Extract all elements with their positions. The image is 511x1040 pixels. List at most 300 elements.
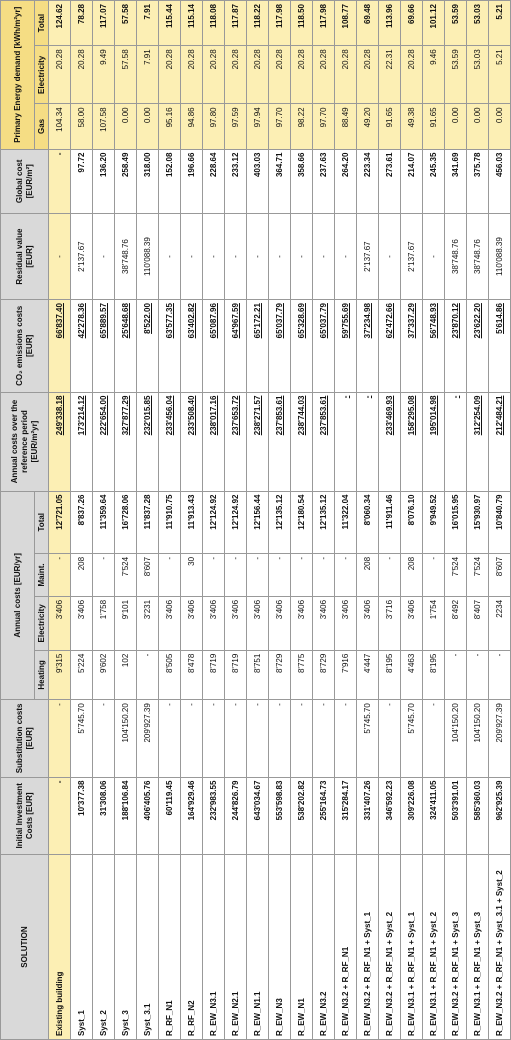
cell-global-cost: 258.49 — [115, 149, 137, 214]
cell-initial-investment: 244'826.79 — [225, 777, 247, 854]
table-row — [71, 1, 93, 1040]
table-row — [115, 1, 137, 1040]
cell-substitution: 104'150.20 — [115, 700, 137, 777]
cell-global-cost: 97.72 — [71, 149, 93, 214]
cell-pe-total: 57.58 — [115, 1, 137, 46]
cell-co2: 65'037.79 — [313, 300, 335, 392]
cell-co2: 65'328.69 — [291, 300, 313, 392]
cell-heating: - — [489, 650, 511, 699]
cell-pe-total: 118.08 — [203, 1, 225, 46]
cell-substitution: - — [203, 700, 225, 777]
cell-annual-ref: 212'484.21 — [489, 392, 511, 491]
cell-pe-electricity: 20.28 — [401, 46, 423, 104]
cell-solution: R_EW_N3.1 + R_RF_N1 + Syst_2 — [423, 855, 445, 1040]
cell-residual: 38'748.76 — [115, 214, 137, 300]
cell-maint: 30 — [181, 553, 203, 596]
cell-total: 12'180.54 — [291, 491, 313, 553]
table-row — [467, 1, 489, 1040]
col-gas: Gas — [35, 104, 49, 149]
cell-solution: R_RF_N2 — [181, 855, 203, 1040]
cell-global-cost: 196.66 — [181, 149, 203, 214]
cell-global-cost: - — [49, 149, 71, 214]
cell-pe-total: 113.96 — [379, 1, 401, 46]
col-maint: Maint. — [35, 553, 49, 596]
cell-gas: 58.00 — [71, 104, 93, 149]
cell-pe-total: 118.22 — [247, 1, 269, 46]
table-row — [203, 1, 225, 1040]
cell-annual-ref: 233'456.04 — [159, 392, 181, 491]
cell-substitution: - — [423, 700, 445, 777]
cell-solution: Syst_2 — [93, 855, 115, 1040]
cell-initial-investment: 585'360.03 — [467, 777, 489, 854]
cell-global-cost: 318.00 — [137, 149, 159, 214]
col-initial-investment: Initial Investment Costs [EUR] — [1, 777, 49, 854]
cell-pe-electricity: 20.28 — [269, 46, 291, 104]
col-co2: CO₂ emissions costs [EUR] — [1, 300, 49, 392]
cell-pe-electricity: 20.28 — [335, 46, 357, 104]
cell-solution: R_EW_N3.2 + R_RF_N1 + Syst_3.1 + Syst_2 — [489, 855, 511, 1040]
cell-electricity: 3'406 — [335, 596, 357, 650]
cell-gas: 97.70 — [313, 104, 335, 149]
cell-electricity: 2234 — [489, 596, 511, 650]
cell-total: 16'728.06 — [115, 491, 137, 553]
cell-substitution: 104'150.20 — [467, 700, 489, 777]
cell-heating: 4'447 — [357, 650, 379, 699]
cell-global-cost: 364.71 — [269, 149, 291, 214]
cell-annual-ref: 238'744.03 — [291, 392, 313, 491]
cell-annual-ref: 173'214.12 — [71, 392, 93, 491]
cell-initial-investment: 331'407.26 — [357, 777, 379, 854]
cell-solution: R_RF_N1 — [159, 855, 181, 1040]
cell-electricity: 9'101 — [115, 596, 137, 650]
col-electricity: Electricity — [35, 596, 49, 650]
cell-electricity: 8'407 — [467, 596, 489, 650]
cell-initial-investment: 324'411.05 — [423, 777, 445, 854]
cell-total: 8'837.26 — [71, 491, 93, 553]
table-row — [313, 1, 335, 1040]
cell-electricity: 8'492 — [445, 596, 467, 650]
cell-gas: 104.34 — [49, 104, 71, 149]
cell-initial-investment: 538'202.82 — [291, 777, 313, 854]
cell-heating: 9'602 — [93, 650, 115, 699]
col-pe-total: Total — [35, 1, 49, 46]
cell-pe-electricity: 57.58 — [115, 46, 137, 104]
cell-maint: - — [423, 553, 445, 596]
cell-gas: 49.38 — [401, 104, 423, 149]
col-primary-energy: Primary Energy demand [kWh/m²yr] — [1, 1, 35, 150]
cell-gas: 0.00 — [115, 104, 137, 149]
col-substitution: Substitution costs [EUR] — [1, 700, 49, 777]
cell-total: 11'910.75 — [159, 491, 181, 553]
cell-maint: 8'607 — [489, 553, 511, 596]
cell-heating: 7'916 — [335, 650, 357, 699]
cell-electricity: 1'758 — [93, 596, 115, 650]
cell-pe-electricity: 9.49 — [93, 46, 115, 104]
cell-heating: 8'729 — [269, 650, 291, 699]
cell-electricity: 3'406 — [291, 596, 313, 650]
cell-maint: - — [159, 553, 181, 596]
cell-maint: 208 — [357, 553, 379, 596]
table-row — [181, 1, 203, 1040]
cell-residual: 110'088.39 — [137, 214, 159, 300]
cell-pe-total: 101.12 — [423, 1, 445, 46]
cell-solution: R_EW_N3.1 — [203, 855, 225, 1040]
cell-annual-ref: 238'017.16 — [203, 392, 225, 491]
table-row — [225, 1, 247, 1040]
cell-co2: 37'337.29 — [401, 300, 423, 392]
cell-initial-investment: 309'226.08 — [401, 777, 423, 854]
cell-co2: 23'870.12 — [445, 300, 467, 392]
cell-residual: - — [49, 214, 71, 300]
cell-initial-investment: 10'377.38 — [71, 777, 93, 854]
cell-solution: R_EW_N3.2 + R_RF_N1 + Syst_3 — [445, 855, 467, 1040]
cell-co2: 42'278.36 — [71, 300, 93, 392]
cell-heating: 5'224 — [71, 650, 93, 699]
cell-total: 12'156.44 — [247, 491, 269, 553]
cell-electricity: 3'716 — [379, 596, 401, 650]
cell-maint: - — [225, 553, 247, 596]
cell-maint: - — [93, 553, 115, 596]
col-solution: SOLUTION — [1, 855, 49, 1040]
cell-total: 16'015.95 — [445, 491, 467, 553]
cell-substitution: - — [181, 700, 203, 777]
cell-solution: R_EW_N3.1 + R_RF_N1 + Syst_1 — [401, 855, 423, 1040]
table-row — [335, 1, 357, 1040]
table-row — [291, 1, 313, 1040]
cell-electricity: 3'406 — [71, 596, 93, 650]
cell-global-cost: 223.34 — [357, 149, 379, 214]
cell-pe-total: 117.98 — [269, 1, 291, 46]
cell-annual-ref: 195'014.98 — [423, 392, 445, 491]
cell-pe-electricity: 20.28 — [159, 46, 181, 104]
cell-substitution: 5'745.70 — [71, 700, 93, 777]
cell-electricity: 3'406 — [269, 596, 291, 650]
table-row — [357, 1, 379, 1040]
cell-solution: R_EW_N3.2 + R_RF_N1 + Syst_2 — [379, 855, 401, 1040]
cell-substitution: - — [269, 700, 291, 777]
table-row — [269, 1, 291, 1040]
cell-maint: 7'524 — [445, 553, 467, 596]
cell-co2: 63'402.82 — [181, 300, 203, 392]
cell-substitution: 209'927.39 — [137, 700, 159, 777]
cell-gas: 0.00 — [137, 104, 159, 149]
cell-heating: 8'195 — [423, 650, 445, 699]
cell-initial-investment: 346'592.23 — [379, 777, 401, 854]
cell-pe-total: 53.03 — [467, 1, 489, 46]
cell-co2: 65'172.21 — [247, 300, 269, 392]
cell-electricity: 3'406 — [203, 596, 225, 650]
cell-solution: R_EW_N2.1 — [225, 855, 247, 1040]
cell-pe-total: 69.66 — [401, 1, 423, 46]
cell-substitution: - — [313, 700, 335, 777]
cell-pe-total: 124.62 — [49, 1, 71, 46]
cell-pe-total: 115.14 — [181, 1, 203, 46]
cell-solution: R_EW_N3.2 + R_RF_N1 + Syst_1 — [357, 855, 379, 1040]
cell-pe-electricity: 9.46 — [423, 46, 445, 104]
table-header — [1, 1, 49, 1040]
table-row — [401, 1, 423, 1040]
cell-co2: 23'622.20 — [467, 300, 489, 392]
cell-global-cost: 152.08 — [159, 149, 181, 214]
cell-residual: 38'748.76 — [467, 214, 489, 300]
cell-electricity: 1'754 — [423, 596, 445, 650]
cell-co2: 5'614.86 — [489, 300, 511, 392]
cell-gas: 0.00 — [467, 104, 489, 149]
cell-maint: 208 — [71, 553, 93, 596]
cell-initial-investment: 232'983.55 — [203, 777, 225, 854]
cell-residual: 2'137.67 — [71, 214, 93, 300]
cell-heating: 8'195 — [379, 650, 401, 699]
cell-gas: 91.65 — [379, 104, 401, 149]
cell-co2: 63'577.35 — [159, 300, 181, 392]
cell-pe-total: 117.07 — [93, 1, 115, 46]
cell-maint: 7'524 — [467, 553, 489, 596]
cell-substitution: 5'745.70 — [401, 700, 423, 777]
cell-heating: 8'751 — [247, 650, 269, 699]
cell-global-cost: 228.64 — [203, 149, 225, 214]
cell-co2: 65'037.79 — [269, 300, 291, 392]
cell-initial-investment: 643'034.67 — [247, 777, 269, 854]
table-row — [159, 1, 181, 1040]
cell-maint: - — [49, 553, 71, 596]
table-row — [489, 1, 511, 1040]
table-row — [445, 1, 467, 1040]
cell-co2: 37'234.98 — [357, 300, 379, 392]
cell-maint: - — [203, 553, 225, 596]
cell-residual: - — [423, 214, 445, 300]
cell-substitution: 104'150.20 — [445, 700, 467, 777]
cell-initial-investment: 315'284.17 — [335, 777, 357, 854]
cell-pe-total: 7.91 — [137, 1, 159, 46]
cell-pe-electricity: 20.28 — [203, 46, 225, 104]
cell-total: 15'930.97 — [467, 491, 489, 553]
cell-electricity: 3'406 — [401, 596, 423, 650]
cell-substitution: - — [49, 700, 71, 777]
cell-maint: - — [313, 553, 335, 596]
cell-global-cost: 136.20 — [93, 149, 115, 214]
cell-residual: 2'137.67 — [401, 214, 423, 300]
cell-gas: 94.86 — [181, 104, 203, 149]
cell-pe-electricity: 22.31 — [379, 46, 401, 104]
cell-residual: - — [203, 214, 225, 300]
cell-substitution: - — [291, 700, 313, 777]
cell-co2: 65'889.57 — [93, 300, 115, 392]
cell-annual-ref: 249'338.18 — [49, 392, 71, 491]
cell-electricity: 3'231 — [137, 596, 159, 650]
cell-heating: 8'478 — [181, 650, 203, 699]
cell-annual-ref: 222'654.00 — [93, 392, 115, 491]
cell-pe-electricity: 20.28 — [357, 46, 379, 104]
cell-gas: 107.58 — [93, 104, 115, 149]
cell-residual: - — [225, 214, 247, 300]
cell-pe-total: 117.98 — [313, 1, 335, 46]
cell-global-cost: 358.66 — [291, 149, 313, 214]
cell-residual: - — [93, 214, 115, 300]
table-row — [49, 1, 71, 1040]
cell-residual: - — [159, 214, 181, 300]
cell-heating: 102 — [115, 650, 137, 699]
cell-total: 11'837.28 — [137, 491, 159, 553]
cell-co2: 62'472.66 — [379, 300, 401, 392]
cell-annual-ref: 238'271.57 — [247, 392, 269, 491]
cell-solution: R_EW_N3.2 + R_RF_N1 — [335, 855, 357, 1040]
cell-initial-investment: 188'106.84 — [115, 777, 137, 854]
cell-gas: 91.65 — [423, 104, 445, 149]
cell-gas: 0.00 — [445, 104, 467, 149]
cell-heating: - — [467, 650, 489, 699]
cell-substitution: - — [379, 700, 401, 777]
cell-substitution: 209'927.39 — [489, 700, 511, 777]
cell-annual-ref: 237'653.72 — [225, 392, 247, 491]
cell-solution: Syst_1 — [71, 855, 93, 1040]
cell-total: 12'124.92 — [203, 491, 225, 553]
cell-annual-ref: 237'853.61 — [313, 392, 335, 491]
cell-annual-ref: - — [357, 392, 379, 491]
cell-substitution: - — [225, 700, 247, 777]
cell-residual: 2'137.67 — [357, 214, 379, 300]
col-heating: Heating — [35, 650, 49, 699]
cell-initial-investment: 503'391.01 — [445, 777, 467, 854]
cell-co2: 66'837.40 — [49, 300, 71, 392]
cell-solution: R_EW_N3 — [269, 855, 291, 1040]
cell-solution: Syst_3 — [115, 855, 137, 1040]
cell-pe-total: 118.50 — [291, 1, 313, 46]
cell-pe-electricity: 20.28 — [313, 46, 335, 104]
cell-heating: - — [445, 650, 467, 699]
cell-maint: - — [247, 553, 269, 596]
col-annual-costs-over: Annual costs over the reference period [EUR/m²yr] — [1, 392, 49, 491]
cell-solution: R_EW_N1.1 — [247, 855, 269, 1040]
cell-electricity: 3'406 — [247, 596, 269, 650]
cell-initial-investment: 406'405.76 — [137, 777, 159, 854]
cell-global-cost: 264.20 — [335, 149, 357, 214]
cell-annual-ref: - — [335, 392, 357, 491]
cell-total: 12'135.12 — [313, 491, 335, 553]
cell-total: 9'949.52 — [423, 491, 445, 553]
cell-gas: 97.80 — [203, 104, 225, 149]
col-residual: Residual value [EUR] — [1, 214, 49, 300]
cell-initial-investment: 962'925.39 — [489, 777, 511, 854]
cell-total: 11'913.43 — [181, 491, 203, 553]
cell-heating: - — [137, 650, 159, 699]
cell-residual: - — [269, 214, 291, 300]
cell-pe-total: 78.28 — [71, 1, 93, 46]
cell-solution: Syst_3.1 — [137, 855, 159, 1040]
cell-total: 11'359.64 — [93, 491, 115, 553]
cell-pe-total: 69.48 — [357, 1, 379, 46]
cell-electricity: 3'406 — [313, 596, 335, 650]
table-row — [247, 1, 269, 1040]
cell-co2: 59'755.69 — [335, 300, 357, 392]
cell-electricity: 3'406 — [181, 596, 203, 650]
cell-residual: - — [181, 214, 203, 300]
cell-heating: 9'315 — [49, 650, 71, 699]
cell-total: 8'076.10 — [401, 491, 423, 553]
cell-pe-total: 108.77 — [335, 1, 357, 46]
cell-pe-electricity: 20.28 — [225, 46, 247, 104]
cell-co2: 8'522.00 — [137, 300, 159, 392]
cell-global-cost: 403.03 — [247, 149, 269, 214]
cell-annual-ref: 233'508.40 — [181, 392, 203, 491]
cell-maint: - — [335, 553, 357, 596]
cell-gas: 98.22 — [291, 104, 313, 149]
cell-gas: 88.49 — [335, 104, 357, 149]
cell-residual: 110'088.39 — [489, 214, 511, 300]
cell-annual-ref: 233'469.93 — [379, 392, 401, 491]
cell-gas: 97.94 — [247, 104, 269, 149]
cell-pe-total: 115.44 — [159, 1, 181, 46]
cell-heating: 8'775 — [291, 650, 313, 699]
cell-pe-total: 117.87 — [225, 1, 247, 46]
cell-initial-investment: 31'308.06 — [93, 777, 115, 854]
cell-co2: 64'967.59 — [225, 300, 247, 392]
cell-pe-electricity: 7.91 — [137, 46, 159, 104]
cell-global-cost: 214.07 — [401, 149, 423, 214]
cell-initial-investment: 60'119.45 — [159, 777, 181, 854]
cell-electricity: 3'406 — [225, 596, 247, 650]
cell-residual: - — [379, 214, 401, 300]
cell-global-cost: 233.12 — [225, 149, 247, 214]
cell-annual-ref: 237'853.61 — [269, 392, 291, 491]
table-row — [423, 1, 445, 1040]
cell-solution: R_EW_N3.2 — [313, 855, 335, 1040]
cell-gas: 97.70 — [269, 104, 291, 149]
cell-annual-ref: 232'015.85 — [137, 392, 159, 491]
cell-substitution: - — [159, 700, 181, 777]
cell-total: 8'060.34 — [357, 491, 379, 553]
cell-solution: R_EW_N1 — [291, 855, 313, 1040]
table-row — [137, 1, 159, 1040]
cell-co2: 25'648.68 — [115, 300, 137, 392]
cell-global-cost: 237.63 — [313, 149, 335, 214]
cell-pe-total: 53.59 — [445, 1, 467, 46]
cell-gas: 97.59 — [225, 104, 247, 149]
cell-substitution: - — [93, 700, 115, 777]
cell-gas: 95.16 — [159, 104, 181, 149]
cell-total: 11'322.04 — [335, 491, 357, 553]
cell-residual: - — [335, 214, 357, 300]
cell-residual: - — [247, 214, 269, 300]
cell-total: 12'721.05 — [49, 491, 71, 553]
cell-pe-electricity: 20.28 — [71, 46, 93, 104]
cell-total: 12'124.92 — [225, 491, 247, 553]
cell-electricity: 3'406 — [49, 596, 71, 650]
cell-annual-ref: - — [445, 392, 467, 491]
col-total: Total — [35, 491, 49, 553]
cell-total: 11'911.46 — [379, 491, 401, 553]
table-body — [49, 1, 511, 1040]
cell-heating: 8'505 — [159, 650, 181, 699]
cell-residual: - — [291, 214, 313, 300]
cell-total: 10'840.79 — [489, 491, 511, 553]
cell-residual: 38'748.76 — [445, 214, 467, 300]
cell-pe-electricity: 20.28 — [181, 46, 203, 104]
cell-electricity: 3'406 — [357, 596, 379, 650]
cell-solution: Existing building — [49, 855, 71, 1040]
cell-solution: R_EW_N3.1 + R_RF_N1 + Syst_3 — [467, 855, 489, 1040]
col-annual-costs: Annual costs [EUR/yr] — [1, 491, 35, 700]
cell-global-cost: 245.35 — [423, 149, 445, 214]
cell-gas: 49.20 — [357, 104, 379, 149]
cell-pe-electricity: 20.28 — [291, 46, 313, 104]
cell-global-cost: 456.03 — [489, 149, 511, 214]
cell-initial-investment: 164'929.46 — [181, 777, 203, 854]
cell-pe-total: 5.21 — [489, 1, 511, 46]
cell-annual-ref: 158'295.08 — [401, 392, 423, 491]
cell-pe-electricity: 20.28 — [49, 46, 71, 104]
cell-gas: 0.00 — [489, 104, 511, 149]
cell-initial-investment: 553'598.83 — [269, 777, 291, 854]
